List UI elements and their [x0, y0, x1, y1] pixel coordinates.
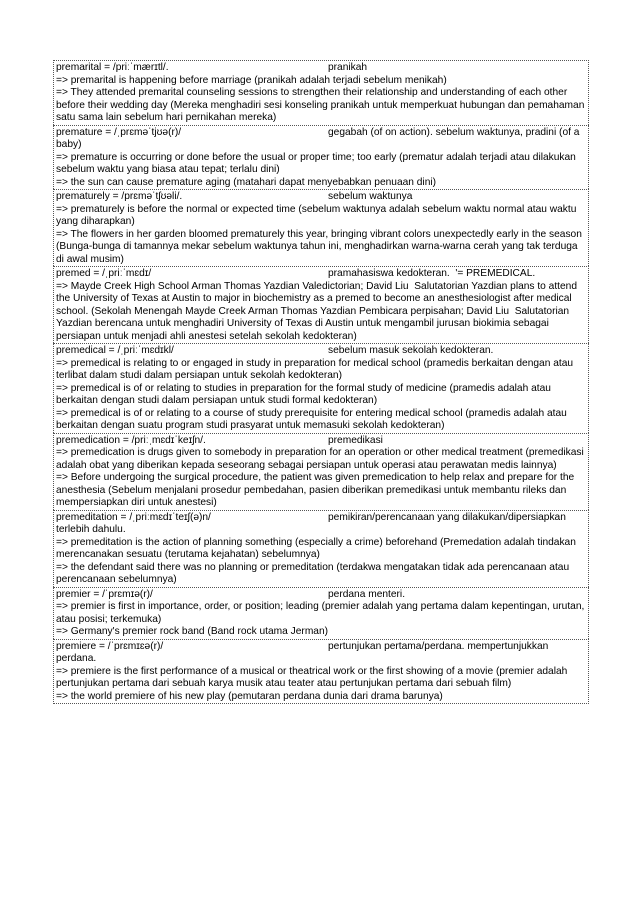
- dictionary-entry: [53, 60, 589, 125]
- entry-headword-line: [56, 127, 586, 152]
- entry-headword: premedical = /ˌpriːˈmɛdɪkl/: [56, 345, 174, 356]
- dictionary-entry: [53, 266, 589, 343]
- dictionary-entry: [53, 639, 589, 705]
- entry-headword: premature = /ˌprɛməˈtjʊə(r)/: [56, 126, 182, 138]
- entry-example: => premedical is of or relating to a course of study prerequisite for entering medical school (pramedis adalah atau berkaitan dengan suatu program studi prasyarat untuk memasuki sekolah kedokteran): [56, 407, 570, 431]
- entry-headword: premier = /ˈprɛmɪə(r)/: [56, 588, 153, 600]
- entry-example: => Germany's premier rock band (Band rock utama Jerman): [56, 626, 329, 637]
- entry-example: => the sun can cause premature aging (matahari dapat menyebabkan penuaan dini): [56, 176, 437, 188]
- dictionary-page: [53, 60, 589, 704]
- entry-headword: premedication = /priːˌmɛdɪˈkeɪʃn/.: [56, 434, 206, 446]
- entry-definition: => premier is first in importance, order, or position; leading (premier adalah yang pertama dalam kepentingan, urutan, atau posisi; terkemuka): [56, 601, 588, 625]
- entry-example: => They attended premarital counseling sessions to strengthen their relationship and understanding of each other before their wedding day (Mereka menghadiri sesi konseling pranikah untuk memperkuat hubungan dan pemahaman satu sama lain sebelum hari pernikahan mereka): [56, 87, 588, 123]
- entry-headword: premarital = /priːˈmærɪtl/.: [56, 62, 169, 73]
- dictionary-entry: [53, 125, 589, 190]
- entry-example: => The flowers in her garden bloomed prematurely this year, bringing vibrant colors unexpectedly early in the season (Bunga-bunga di tamannya mekar sebelum waktunya tahun ini, menghadirkan warna-warna cerah yang tak terduga di awal musim): [56, 228, 585, 265]
- dictionary-entry: [53, 189, 589, 266]
- entry-meaning: pranikah: [328, 62, 368, 73]
- entry-meaning: perdana menteri.: [328, 588, 406, 600]
- entry-definition: => premeditation is the action of planning something (especially a crime) beforehand (Premedation adalah tindakan merencanakan sesuatu (terutama kejahatan) sebelumnya): [56, 536, 579, 560]
- entry-headword-line: [56, 191, 586, 204]
- dictionary-entry: [53, 433, 589, 510]
- entry-headword: premiere = /ˈprɛmɪɛə(r)/: [56, 640, 164, 652]
- dictionary-entry: [53, 587, 589, 639]
- entry-headword-line: [56, 345, 586, 358]
- entry-headword-line: [56, 512, 586, 537]
- entry-definition: => prematurely is before the normal or expected time (sebelum waktunya adalah sebelum waktu normal atau waktu yang diharapkan): [56, 203, 580, 227]
- entry-example: => the world premiere of his new play (pemutaran perdana dunia dari drama barunya): [56, 690, 443, 702]
- entry-headword: prematurely = /prɛməˈtʃʊəli/.: [56, 191, 183, 202]
- entry-headword-line: [56, 62, 586, 75]
- entry-meaning: pramahasiswa kedokteran. '= PREMEDICAL.: [328, 268, 536, 279]
- entry-definition: => premature is occurring or done before the usual or proper time; too early (prematur adalah terjadi atau dilakukan sebelum waktu yang biasa atau tepat; terlalu dini): [56, 151, 579, 175]
- entry-headword-line: [56, 268, 586, 281]
- dictionary-entry: [53, 343, 589, 433]
- entry-headword-line: [56, 435, 586, 448]
- entry-headword-line: [56, 589, 586, 602]
- entry-headword: premeditation = /ˌpriːmɛdɪˈteɪʃ(ə)n/: [56, 511, 211, 523]
- entry-definition: => Mayde Creek High School Arman Thomas Yazdian Valedictorian; David Liu Salutatorian Yazdian plans to attend the University of Texas at Austin to major in biochemistry as a premed to become an anesthesiologist after medical school. (Sekolah Menengah Mayde Creek Arman Thomas Yazdian Pembicara perpisahan; David Liu Salutatorian Yazdian berencana untuk menghadiri University of Texas di Austin untuk mengambil jurusan biokimia sebagai persiapan untuk menjadi ahli anestesi setelah sekolah kedokteran): [56, 280, 580, 342]
- entry-definition: => premedical is relating to or engaged in study in preparation for medical school (pramedis berkaitan dengan atau terlibat dalam studi dalam persiapan untuk sekolah kedokteran): [56, 357, 576, 381]
- entry-headword: premed = /ˌpriːˈmɛdɪ/: [56, 268, 152, 279]
- entry-definition: => premedical is of or relating to studies in preparation for the formal study of medicine (pramedis adalah atau berkaitan dengan studi dalam persiapan untuk studi formal kedokteran): [56, 382, 554, 406]
- dictionary-entry: [53, 510, 589, 587]
- entry-example: => Before undergoing the surgical procedure, the patient was given premedication to help relax and prepare for the anesthesia (Sebelum menjalani prosedur pembedahan, pasien diberikan premedikasi untuk membantu rileks dan mempersiapkan diri untuk anestesi): [56, 472, 578, 508]
- entry-meaning: pemikiran/perencanaan yang dilakukan/dipersiapkan terlebih dahulu.: [56, 511, 569, 535]
- entry-example: => the defendant said there was no planning or premeditation (terdakwa mengatakan tidak ada perencanaan atau perencanaan sebelumnya): [56, 561, 572, 585]
- entry-definition: => premarital is happening before marriage (pranikah adalah terjadi sebelum menikah): [56, 74, 447, 86]
- entry-meaning: sebelum waktunya: [328, 191, 413, 202]
- entry-definition: => premiere is the first performance of a musical or theatrical work or the first showing of a movie (premier adalah pertunjukan pertama dari sebuah karya musik atau teater atau pertunjukan pertama dari sebuah film): [56, 665, 571, 689]
- entry-meaning: premedikasi: [328, 434, 383, 446]
- entry-meaning: pertunjukan pertama/perdana. mempertunjukkan perdana.: [56, 640, 552, 664]
- entry-meaning: gegabah (of on action). sebelum waktunya, pradini (of a baby): [56, 126, 583, 150]
- entry-headword-line: [56, 641, 586, 666]
- entry-meaning: sebelum masuk sekolah kedokteran.: [328, 345, 494, 356]
- entry-definition: => premedication is drugs given to somebody in preparation for an operation or other medical treatment (premedikasi adalah obat yang diberikan kepada seseorang sebagai persiapan untuk operasi atau perawatan medis lainnya): [56, 447, 587, 471]
